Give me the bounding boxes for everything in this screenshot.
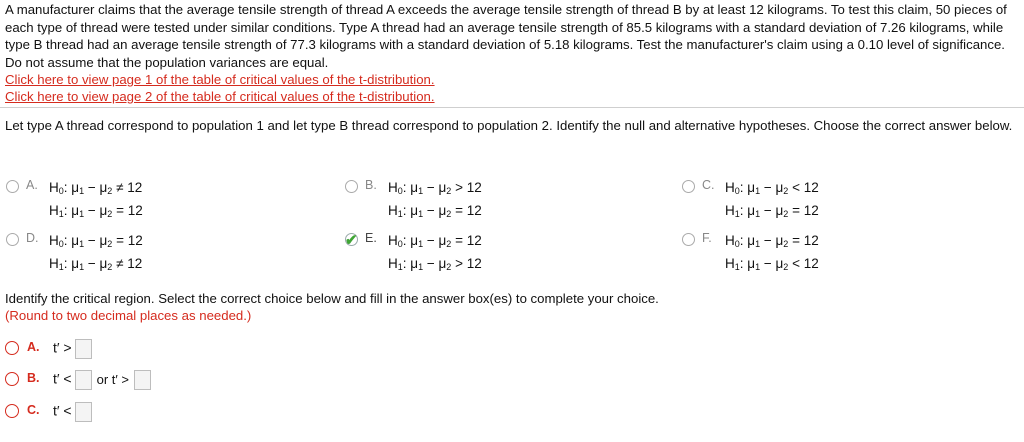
option-letter: B.	[365, 178, 377, 192]
null-hypothesis: $H_0$: $\mu_1 - \mu_2 = 12$	[388, 233, 482, 249]
choice-letter: A.	[27, 340, 40, 354]
choice-expression	[53, 402, 95, 422]
radio-button[interactable]	[682, 233, 695, 246]
hypotheses	[388, 178, 482, 224]
hypotheses	[49, 231, 143, 277]
section-divider	[0, 107, 1024, 108]
option-letter: D.	[26, 231, 39, 245]
alternative-hypothesis: $H_1$: $\mu_1 - \mu_2 = 12$	[49, 203, 143, 219]
choice-prefix: t′ <	[53, 402, 72, 419]
alternative-hypothesis: $H_1$: $\mu_1 - \mu_2 = 12$	[725, 203, 819, 219]
radio-button[interactable]	[345, 180, 358, 193]
hypotheses	[388, 231, 482, 277]
option-letter: F.	[702, 231, 712, 245]
choice-middle-text: or t′ >	[96, 371, 130, 387]
t-table-page2-link[interactable]: Click here to view page 2 of the table of critical values of the t-distribution.	[5, 89, 435, 104]
choice-prefix: t′ >	[53, 339, 72, 356]
answer-box[interactable]	[75, 402, 92, 422]
radio-button[interactable]	[5, 372, 19, 386]
links	[5, 71, 1015, 105]
answer-box-upper[interactable]	[134, 370, 151, 390]
alternative-hypothesis: $H_1$: $\mu_1 - \mu_2 \ne 12$	[49, 256, 143, 272]
null-hypothesis: $H_0$: $\mu_1 - \mu_2 > 12$	[388, 180, 482, 196]
question-2-prompt: Identify the critical region. Select the correct choice below and fill in the answer box(es) to complete your choice.	[5, 291, 659, 306]
option-letter: A.	[26, 178, 38, 192]
problem-statement	[5, 1, 1015, 105]
radio-button[interactable]	[6, 180, 19, 193]
t-table-page1-link[interactable]: Click here to view page 1 of the table of critical values of the t-distribution.	[5, 72, 435, 87]
choice-letter: C.	[27, 403, 40, 417]
radio-button[interactable]	[6, 233, 19, 246]
choice-expression	[53, 339, 95, 359]
question-2	[5, 290, 1015, 324]
radio-button[interactable]	[345, 232, 358, 249]
problem-text: A manufacturer claims that the average tensile strength of thread A exceeds the average tensile strength of thread B by at least 12 kilograms. To test this claim, 50 pieces of each type of thread were tested under similar conditions. Type A thread had an average tensile strength of 85.5 kilograms with a standard deviation of 7.26 kilograms, while type B thread had an average tensile strength of 77.3 kilograms with a standard deviation of 5.18 kilograms. Test the manufacturer's claim using a 0.10 level of significance. Do not assume that the population variances are equal.	[5, 2, 1007, 70]
answer-box[interactable]	[75, 339, 92, 359]
question-1-prompt: Let type A thread correspond to population 1 and let type B thread correspond to population 2. Identify the null and alternative hypotheses. Choose the correct answer below.	[5, 118, 1013, 133]
radio-button[interactable]	[5, 341, 19, 355]
null-hypothesis: $H_0$: $\mu_1 - \mu_2 = 12$	[725, 233, 819, 249]
option-letter: C.	[702, 178, 715, 192]
null-hypothesis: $H_0$: $\mu_1 - \mu_2 < 12$	[725, 180, 819, 196]
choice-prefix: t′ <	[53, 370, 72, 387]
alternative-hypothesis: $H_1$: $\mu_1 - \mu_2 > 12$	[388, 256, 482, 272]
alternative-hypothesis: $H_1$: $\mu_1 - \mu_2 = 12$	[388, 203, 482, 219]
choice-letter: B.	[27, 371, 40, 385]
option-letter: E.	[365, 231, 377, 245]
radio-button[interactable]	[5, 404, 19, 418]
choice-expression	[53, 370, 154, 390]
answer-box-lower[interactable]	[75, 370, 92, 390]
checkmark-icon: ✔	[345, 232, 358, 249]
null-hypothesis: $H_0$: $\mu_1 - \mu_2 \ne 12$	[49, 180, 143, 196]
rounding-note: (Round to two decimal places as needed.)	[5, 308, 252, 323]
radio-button[interactable]	[682, 180, 695, 193]
alternative-hypothesis: $H_1$: $\mu_1 - \mu_2 < 12$	[725, 256, 819, 272]
hypotheses	[49, 178, 143, 224]
null-hypothesis: $H_0$: $\mu_1 - \mu_2 = 12$	[49, 233, 143, 249]
hypotheses	[725, 231, 819, 277]
hypotheses	[725, 178, 819, 224]
